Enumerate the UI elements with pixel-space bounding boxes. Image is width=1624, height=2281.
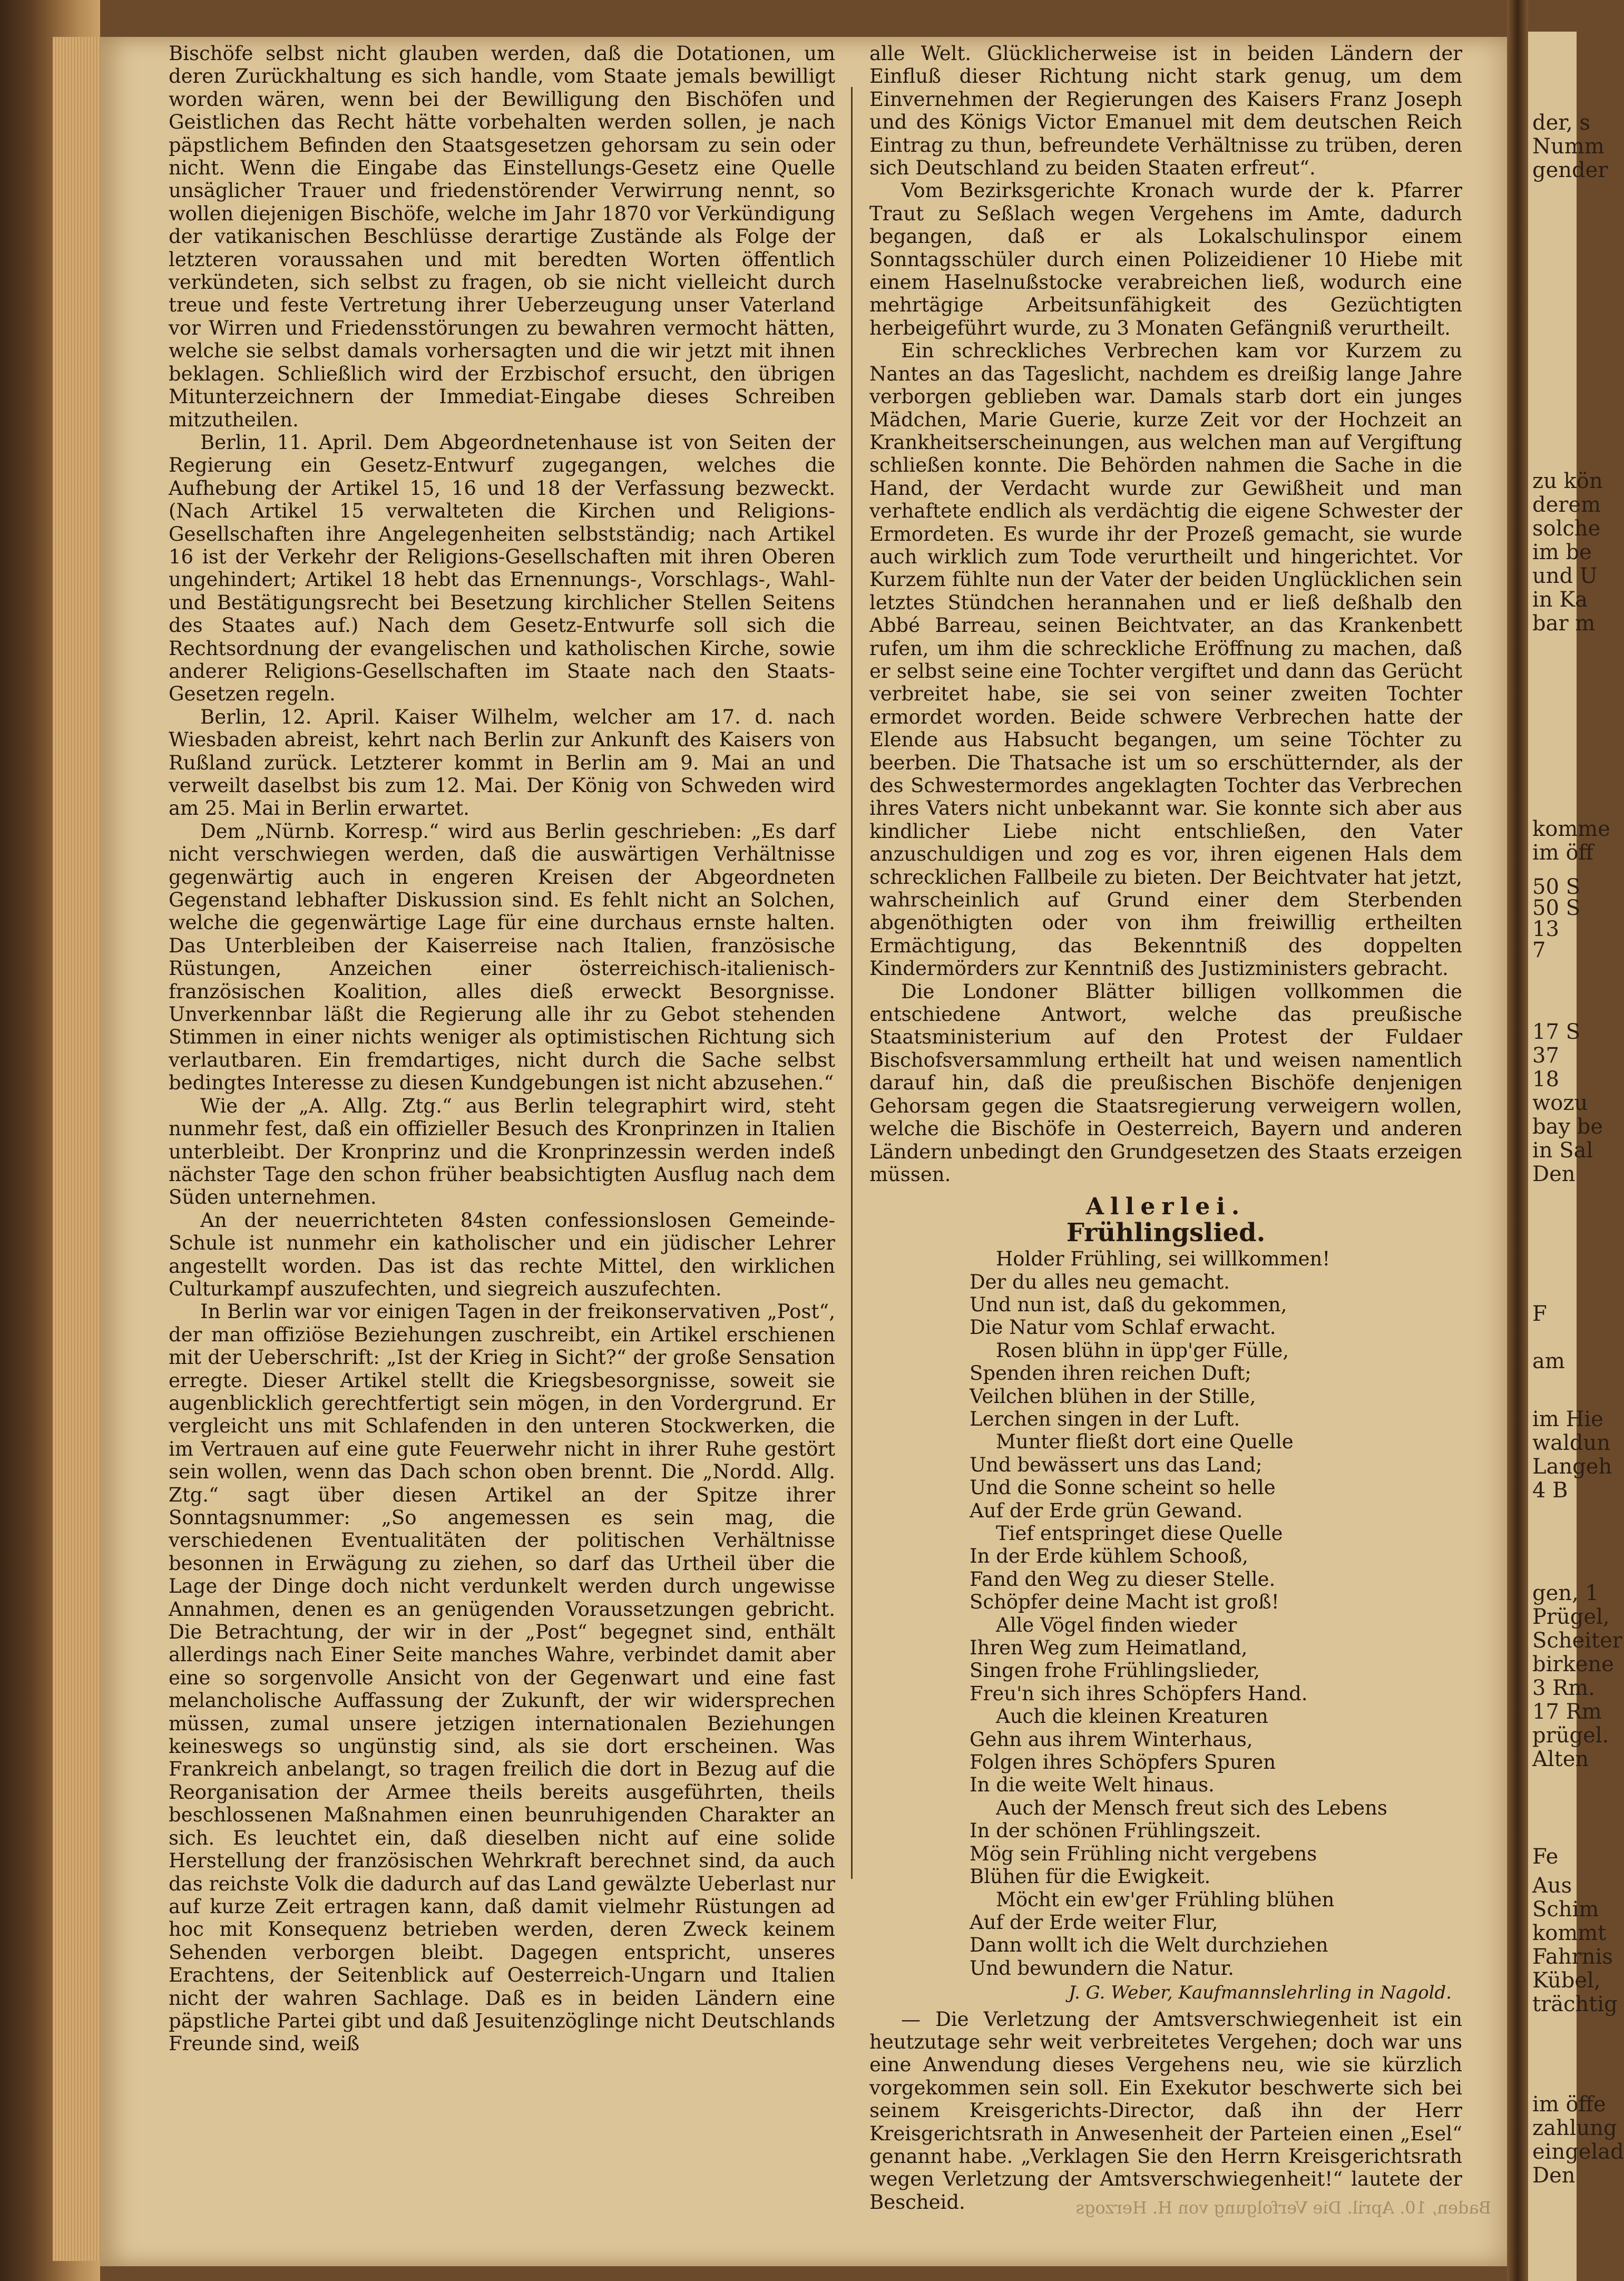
paragraph-gemeindeschule: An der neuerrichteten 84sten confessionslosen Gemeinde-Schule ist nunmehr ein katholischer und ein jüdischer Lehrer angestellt worden. Das ist das rechte Mittel, den wirklichen Culturkampf auszufechten, und siegreich auszufechten. — [169, 1208, 835, 1300]
poem-line: Gehn aus ihrem Winterhaus, — [970, 1728, 1253, 1751]
next-page-fragment: 18 — [1532, 1067, 1559, 1091]
paragraph-bishops: Bischöfe selbst nicht glauben werden, daß die Dotationen, um deren Zurückhaltung es sich handle, vom Staate jemals bewilligt worden wären, wenn bei der Bewilligung den Bischöfen und Geistlichen das Recht hätte vorbehalten werden sollen, je nach päpstlichem Befinden den Staatsgesetzen gehorsam zu sein oder nicht. Wenn die Eingabe das Einstellungs-Gesetz eine Quelle unsäglicher Trauer und friedenstörender Verwirrung nennt, so wollen diejenigen Bischöfe, welche im Jahr 1870 vor Verkündigung der vatikanischen Beschlüsse derartige Zustände als Folge der letzteren voraussahen und mit beredten Worten öffentlich verkündeten, sich selbst zu fragen, ob sie nicht vielleicht durch treue und feste Vertretung ihrer Ueberzeugung unser Vaterland vor Wirren und Friedensstörungen zu bewahren vermocht hätten, welche sie selbst damals vorhersagten und die wir jetzt mit ihnen beklagen. Schließlich wird der Erzbischof ersucht, den übrigen Mitunterzeichnern der Immediat-Eingabe dieses Schreiben mitzutheilen. — [169, 42, 835, 431]
next-page-fragment: 50 S — [1532, 896, 1581, 920]
paragraph-krieg-in-sicht: In Berlin war vor einigen Tagen in der freikonservativen „Post“, der man offiziöse Beziehungen zuschreibt, ein Artikel erschienen mit der Ueberschrift: „Ist der Krieg in Sicht?“ der große Sensation erregte. Dieser Artikel stellt die Kriegsbesorgnisse, soweit sie augenblicklich gerechtfertigt sein mögen, in den Vordergrund. Er vergleicht uns mit Schlafenden in den unteren Stockwerken, die im Vertrauen auf eine gute Feuerwehr nicht in ihrer Ruhe gestört sein wollen, wenn das Dach schon oben brennt. Die „Nordd. Allg. Ztg.“ sagt über diesen Artikel an der Spitze ihrer Sonntagsnummer: „So angemessen es sein mag, die verschiedenen Eventualitäten der politischen Verhältnisse besonnen in Erwägung zu ziehen, so darf das Urtheil über die Lage der Dinge doch nicht verdunkelt werden durch ungewisse Annahmen, denen es an genügenden Voraussetzungen gebricht. Die Betrachtung, der wir in der „Post“ begegnet sind, enthält allerdings nach Einer Seite manches Wahre, verbindet damit aber eine so sorgenvolle Ansicht von der Gegenwart und eine fast melancholische Auffassung der Zukunft, der wir widersprechen müssen, zumal unsere jetzigen internationalen Beziehungen keineswegs so ungünstig sind, als sie dort erscheinen. Was Frankreich anbelangt, so tragen freilich die dort in Bezug auf die Reorganisation der Armee theils bereits ausgeführten, theils beschlossenen Maßnahmen einen beunruhigenden Charakter an sich. Es leuchtet ein, daß dieselben nicht auf eine solide Herstellung der französischen Wehrkraft berechnet sind, da auch das reichste Volk die dadurch auf das Land gewälzte Ueberlast nur auf kurze Zeit ertragen kann, daß damit vielmehr Rüstungen ad hoc mit Konsequenz betrieben werden, deren Zweck keinem Sehenden verborgen bleibt. Dagegen entspricht, unseres Erachtens, der Seitenblick auf Oesterreich-Ungarn und Italien nicht der wahren Sachlage. Daß es in beiden Ländern eine päpstliche Partei gibt und daß Jesuitenzöglinge nicht Deutschlands Freunde sind, weiß — [169, 1300, 835, 2055]
next-page-fragment: prügel. — [1532, 1723, 1609, 1748]
next-page-fragment: komme — [1532, 817, 1610, 841]
poem-line: Holder Frühling, sei willkommen! — [996, 1247, 1330, 1271]
next-page-fragment: eingelad — [1532, 2140, 1624, 2164]
next-page-fragment: kommt — [1532, 1921, 1607, 1945]
next-page-fragment: 17 Rm — [1532, 1700, 1602, 1724]
poem-line: Die Natur vom Schlaf erwacht. — [970, 1316, 1276, 1339]
next-page-fragment: und U — [1532, 564, 1598, 588]
paragraph-berlin-11-april: Berlin, 11. April. Dem Abgeordnetenhause ist von Seiten der Regierung ein Gesetz-Entwurf zugegangen, welches die Aufhebung der Artikel 15, 16 und 18 der Verfassung bezweckt. (Nach Artikel 15 verwalteten die Kirchen und Religions-Gesellschaften ihre Angelegenheiten selbstständig; nach Artikel 16 ist der Verkehr der Religions-Gesellschaften mit ihren Oberen ungehindert; Artikel 18 hebt das Ernennungs-, Vorschlags-, Wahl- und Bestätigungsrecht bei Besetzung kirchlicher Stellen Seitens des Staates auf.) Nach dem Gesetz-Entwurfe soll sich die Rechtsordnung der evangelischen und katholischen Kirche, sowie anderer Religions-Gesellschaften im Staate nach den Staats-Gesetzen regeln. — [169, 431, 835, 706]
next-page-fragment: zu kön — [1532, 469, 1603, 493]
poem-line: Mög sein Frühling nicht vergebens — [970, 1842, 1317, 1865]
next-page-fragment: im öffe — [1532, 2092, 1606, 2117]
right-column — [869, 42, 1462, 2214]
next-page-fragment: Fahrnis — [1532, 1945, 1613, 1969]
paragraph-londoner-blaetter: Die Londoner Blätter billigen vollkommen die entschiedene Antwort, welche das preußische Staatsministerium auf den Protest der Fuldaer Bischofsversammlung ertheilt hat und weisen namentlich darauf hin, daß die preußischen Bischöfe denjenigen Gehorsam gegen die Staatsregierung verweigern wollen, welche die Bischöfe in Oesterreich, Bayern und anderen Ländern unbedingt den Grundgesetzen des Staats erzeigen müssen. — [869, 980, 1462, 1186]
bleed-through-text: Baden, 10. April. Die Verfolgung von H. Herzogs — [1075, 2198, 1491, 2218]
poem-line: Alle Vögel finden wieder — [996, 1613, 1237, 1636]
paragraph-kronprinz: Wie der „A. Allg. Ztg.“ aus Berlin telegraphirt wird, steht nunmehr fest, daß ein offizieller Besuch des Kronprinzen in Italien unterbleibt. Der Kronprinz und die Kronprinzessin werden indeß nächster Tage den schon früher beabsichtigten Ausflug nach dem Süden unternehmen. — [169, 1094, 835, 1209]
next-page-fragment: bay be — [1532, 1115, 1603, 1139]
book-gutter — [1507, 0, 1528, 2281]
poem-line: In die weite Welt hinaus. — [970, 1773, 1215, 1797]
next-page-fragment: bar m — [1532, 611, 1596, 636]
poem-line: Möcht ein ew'ger Frühling blühen — [996, 1888, 1335, 1911]
poem-line: In der schönen Frühlingszeit. — [970, 1819, 1261, 1843]
next-page-fragment: F — [1532, 1302, 1547, 1326]
poem-line: Rosen blühn in üpp'ger Fülle, — [996, 1339, 1289, 1362]
next-page-fragment: Prügel, — [1532, 1605, 1610, 1629]
next-page-fragment: gen, 1 — [1532, 1581, 1599, 1605]
next-page-fragment: 13 — [1532, 917, 1559, 941]
next-page-fragment: 50 S — [1532, 875, 1581, 899]
poem-title: Frühlingslied. — [1066, 1217, 1266, 1247]
next-page-fragment: solche — [1532, 516, 1601, 541]
paragraph-amtsverschwiegenheit: — Die Verletzung der Amtsverschwiegenheit ist ein heutzutage sehr weit verbreitetes Vergehen; doch war uns eine Anwendung dieses Vergehens neu, wie sie kürzlich vorgekommen sein soll. Ein Exekutor beschwerte sich bei seinem Kreisgerichts-Director, daß ihn der Herr Kreisgerichtsrath in Anwesenheit der Parteien einen „Esel“ genannt habe. „Verklagen Sie den Herrn Kreisgerichtsrath wegen Verletzung der Amtsverschwiegenheit!“ lautete der Bescheid. — [869, 2007, 1462, 2214]
poem-line: Freu'n sich ihres Schöpfers Hand. — [970, 1682, 1308, 1705]
paragraph-nantes: Ein schreckliches Verbrechen kam vor Kurzem zu Nantes an das Tageslicht, nachdem es dreißig lange Jahre verborgen geblieben war. Damals starb dort ein junges Mädchen, Marie Guerie, kurze Zeit vor der Hochzeit an Krankheitserscheinungen, aus welchen man auf Vergiftung schließen konnte. Die Behörden nahmen die Sache in die Hand, der Verdacht wurde zur Gewißheit und man verhaftete endlich als verdächtig die eigene Schwester der Ermordeten. Es wurde ihr der Prozeß gemacht, sie wurde auch wirklich zum Tode verurtheilt und hingerichtet. Vor Kurzem fühlte nun der Vater der beiden Unglücklichen sein letztes Stündchen herannahen und er ließ deßhalb den Abbé Barreau, seinen Beichtvater, an das Krankenbett rufen, um ihm die schreckliche Eröffnung zu machen, daß er selbst seine eine Tochter vergiftet und dann das Gerücht verbreitet habe, sie sei von seiner zweiten Tochter ermordet worden. Beide schwere Verbrechen hatte der Elende aus Habsucht begangen, um seine Töchter zu beerben. Die Thatsache ist um so erschütternder, als der des Schwestermordes angeklagten Tochter das Verbrechen ihres Vaters nicht unbekannt war. Sie konnte sich aber aus kindlicher Liebe nicht entschließen, den Vater anzuschuldigen und zog es vor, ihren eigenen Hals dem schrecklichen Fallbeile zu bieten. Der Beichtvater hat jetzt, wahrscheinlich auf Grund einer dem Sterbenden abgenöthigten oder von ihm freiwillig ertheilten Ermächtigung, das Bekenntniß des doppelten Kindermörders zur Kenntniß des Justizministers gebracht. — [869, 339, 1462, 980]
next-page-fragment: Alten — [1532, 1747, 1589, 1771]
next-page-fragment: Aus — [1532, 1874, 1572, 1898]
poem-line: Und nun ist, daß du gekommen, — [970, 1293, 1287, 1316]
poem-line: Munter fließt dort eine Quelle — [996, 1430, 1294, 1454]
poem-line: Schöpfer deine Macht ist groß! — [970, 1591, 1279, 1614]
poem-line: Tief entspringet diese Quelle — [996, 1522, 1283, 1545]
next-page-fragment: am — [1532, 1349, 1565, 1373]
poem-line: Auf der Erde weiter Flur, — [970, 1910, 1218, 1934]
next-page-fragment: derem — [1532, 493, 1601, 517]
poem-line: Auch die kleinen Kreaturen — [996, 1705, 1268, 1728]
next-page-fragment: zahlung — [1532, 2116, 1617, 2140]
paragraph-alle-welt: alle Welt. Glücklicherweise ist in beiden Ländern der Einfluß dieser Richtung nicht stark genug, um dem Einvernehmen der Regierungen des Kaisers Franz Joseph und des Königs Victor Emanuel mit dem deutschen Reich Eintrag zu thun, befreundete Verhältnisse zu trüben, deren sich Deutschland zu beiden Staaten erfreut“. — [869, 42, 1462, 180]
poem-line: Veilchen blühen in der Stille, — [970, 1385, 1256, 1408]
poem-line: Lerchen singen in der Luft. — [970, 1407, 1240, 1430]
poem-line: Dann wollt ich die Welt durchziehen — [970, 1934, 1328, 1957]
next-page-fragment: wozu — [1532, 1091, 1588, 1115]
poem-line: Auf der Erde grün Gewand. — [970, 1499, 1243, 1522]
poem-line: Und bewundern die Natur. — [970, 1956, 1234, 1980]
poem-line: Und die Sonne scheint so helle — [970, 1476, 1276, 1499]
next-page-fragment: Den — [1532, 2163, 1576, 2188]
paragraph-kronach: Vom Bezirksgerichte Kronach wurde der k. Pfarrer Traut zu Seßlach wegen Vergehens im Amte, dadurch begangen, daß er als Lokalschulinspor einem Sonntagsschüler durch einen Polizeidiener 10 Hiebe mit einem Haselnußstocke verabreichen ließ, wodurch eine mehrtägige Arbeitsunfähigkeit des Gezüchtigten herbeigeführt wurde, zu 3 Monaten Gefängniß verurtheilt. — [869, 179, 1462, 339]
column-rule — [851, 87, 853, 1879]
next-page-fragment: trächtig — [1532, 1992, 1618, 2016]
poem-line: Blühen für die Ewigkeit. — [970, 1865, 1211, 1888]
next-page-fragment: Numm — [1532, 134, 1605, 159]
next-page-fragment: birkene — [1532, 1652, 1614, 1676]
next-page-fragment: Scheiter — [1532, 1629, 1622, 1653]
poem-line: Singen frohe Frühlingslieder, — [970, 1659, 1260, 1682]
next-page-edge — [1528, 32, 1624, 2281]
poem-line: Auch der Mensch freut sich des Lebens — [996, 1796, 1387, 1819]
next-page-fragment: 7 — [1532, 938, 1546, 962]
next-page-fragment: im be — [1532, 540, 1592, 564]
next-page-fragment: Den — [1532, 1162, 1576, 1186]
left-column — [169, 42, 835, 2055]
next-page-fragment: in Sal — [1532, 1138, 1593, 1163]
next-page-fragment: 17 S — [1532, 1020, 1581, 1044]
next-page-fragment: 3 Rm. — [1532, 1676, 1595, 1700]
poem-line: Fand den Weg zu dieser Stelle. — [970, 1567, 1276, 1591]
next-page-fragment: der, s — [1532, 111, 1590, 135]
next-page-fragment: 4 B — [1532, 1478, 1568, 1503]
next-page-fragment: gender — [1532, 158, 1608, 182]
poem-line: Und bewässert uns das Land; — [970, 1453, 1263, 1476]
next-page-fragment: im öff — [1532, 841, 1593, 865]
poem-line: Der du alles neu gemacht. — [970, 1270, 1230, 1293]
poem-line: Spenden ihren reichen Duft; — [970, 1362, 1251, 1385]
poem-line: Folgen ihres Schöpfers Spuren — [970, 1751, 1276, 1774]
poem-signature: J. G. Weber, Kaufmannslehrling in Nagold. — [1068, 1982, 1452, 2004]
next-page-fragment: 37 — [1532, 1044, 1559, 1068]
next-page-fragment: Fe — [1532, 1845, 1559, 1869]
next-page-fragment: im Hie — [1532, 1407, 1603, 1431]
next-page-fragment: Schim — [1532, 1897, 1599, 1922]
next-page-fragment: waldun — [1532, 1431, 1611, 1455]
paragraph-nuernb-korresp: Dem „Nürnb. Korresp.“ wird aus Berlin geschrieben: „Es darf nicht verschwiegen werden, daß die auswärtigen Verhältnisse gegenwärtig auch in engeren Kreisen der Abgeordneten Gegenstand lebhafter Diskussion sind. Es fehlt nicht an Solchen, welche die gegenwärtige Lage für eine durchaus ernste halten. Das Unterbleiben der Kaiserreise nach Italien, französische Rüstungen, Anzeichen einer österreichisch-italienisch-französischen Koalition, alles dieß erweckt Besorgnisse. Unverkennbar läßt die Regierung alle ihr zu Gebot stehenden Stimmen in einer nichts weniger als optimistischen Richtung sich verlautbaren. Ein fremdartiges, nicht durch die Sache selbst bedingtes Interesse zu diesen Kundgebungen ist nicht abzusehen.“ — [169, 820, 835, 1095]
poem-line: Ihren Weg zum Heimatland, — [970, 1636, 1248, 1660]
next-page-fragment: in Ka — [1532, 588, 1588, 612]
next-page-fragment: Kübel, — [1532, 1968, 1601, 1993]
poem — [869, 1247, 1462, 1980]
section-title: Allerlei. — [1085, 1193, 1246, 1221]
paragraph-berlin-12-april: Berlin, 12. April. Kaiser Wilhelm, welcher am 17. d. nach Wiesbaden abreist, kehrt nach Berlin zur Ankunft des Kaisers von Rußland zurück. Letzterer kommt in Berlin am 9. Mai an und verweilt daselbst bis zum 12. Mai. Der König von Schweden wird am 25. Mai in Berlin erwartet. — [169, 705, 835, 820]
poem-line: In der Erde kühlem Schooß, — [970, 1545, 1248, 1568]
next-page-fragment: Langeh — [1532, 1455, 1612, 1479]
